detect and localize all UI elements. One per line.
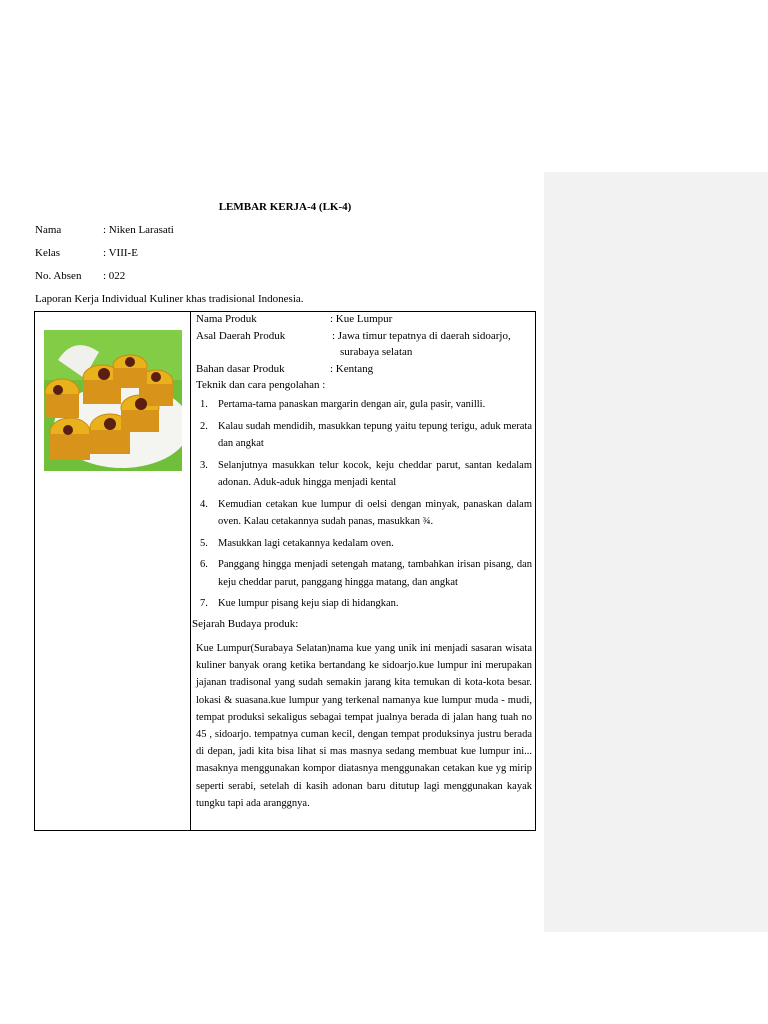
product-origin-value: : Jawa timur tepatnya di daerah sidoarjo, xyxy=(332,330,511,342)
list-item: 4. Kemudian cetakan kue lumpur di oelsi dengan minyak, panaskan dalam oven. Kalau cetakannya sudah panas, masukkan ¾. xyxy=(200,498,532,527)
list-item: 2. Kalau sudah mendidih, masukkan tepung yaitu tepung terigu, aduk merata dan angkat xyxy=(200,420,532,449)
product-origin-row xyxy=(196,328,511,344)
product-base-label: Bahan dasar Produk xyxy=(196,363,285,375)
field-class xyxy=(35,247,138,259)
product-origin-value-cont: surabaya selatan xyxy=(340,346,413,358)
history-text: Kue Lumpur(Surabaya Selatan)nama kue yang unik ini menjadi sasaran wisata kuliner banyak orang ketika bertandang ke sidoarjo.kue lumpur ini merupakan jajanan tradisonal yang sudah semakin jarang kita temukan di kota-kota besar. lokasi & suasana.kue lumpur yang terkenal namanya kue lumpur muda - mudi, tempat produksi sekaligus sebagai tempat jualnya berada di jalan hang tuah no 45 , sidoarjo. tempatnya cuman kecil, dengan tempat produksinya justru berada di depan, jadi kita bisa lihat si mas masnya sedang membuat kue lumpur ini... masaknya menggunakan kompor diatasnya menggunakan cetakan kue yg mirip seperti serabi, setelah di kasih adonan baru ditutup lagi menggunakan kayak tungku tapi ada aranggnya. xyxy=(196,643,532,809)
field-value: : VIII-E xyxy=(103,247,138,259)
page-title: LEMBAR KERJA-4 (LK-4) xyxy=(218,201,352,213)
list-item: 3. Selanjutnya masukkan telur kocok, keju cheddar parut, santan kedalam adonan. Aduk-aduk hingga menjadi kental xyxy=(200,459,532,488)
comment-pane xyxy=(544,172,768,932)
product-photo xyxy=(44,330,182,471)
list-item: 7. Kue lumpur pisang keju siap di hidangkan. xyxy=(200,598,399,609)
product-base-row xyxy=(196,361,373,377)
product-name-label: Nama Produk xyxy=(196,313,257,325)
product-base-value: : Kentang xyxy=(330,363,374,375)
field-label: No. Absen xyxy=(35,270,82,282)
steps-list xyxy=(196,396,532,617)
history-heading: Sejarah Budaya produk: xyxy=(192,618,299,630)
list-item: 6. Panggang hingga menjadi setengah matang, tambahkan irisan pisang, dan keju cheddar parut, panggang hingga matang, dan angkat xyxy=(200,559,532,588)
intro-text: Laporan Kerja Individual Kuliner khas tradisional Indonesia. xyxy=(35,293,304,305)
product-name-value: : Kue Lumpur xyxy=(330,313,393,325)
field-label: Kelas xyxy=(35,247,61,259)
list-item: 5. Masukkan lagi cetakannya kedalam oven. xyxy=(200,537,394,549)
technique-heading: Teknik dan cara pengolahan : xyxy=(196,379,326,391)
field-value: : 022 xyxy=(103,270,126,282)
field-name xyxy=(35,224,174,236)
table-divider xyxy=(190,311,191,831)
product-origin-label: Asal Daerah Produk xyxy=(196,330,286,342)
list-item: 1. Pertama-tama panaskan margarin dengan air, gula pasir, vanilli. xyxy=(200,399,486,410)
field-label: Nama xyxy=(35,224,62,236)
field-value: : Niken Larasati xyxy=(103,224,174,236)
product-name-row xyxy=(196,311,392,327)
field-absen xyxy=(35,270,125,282)
